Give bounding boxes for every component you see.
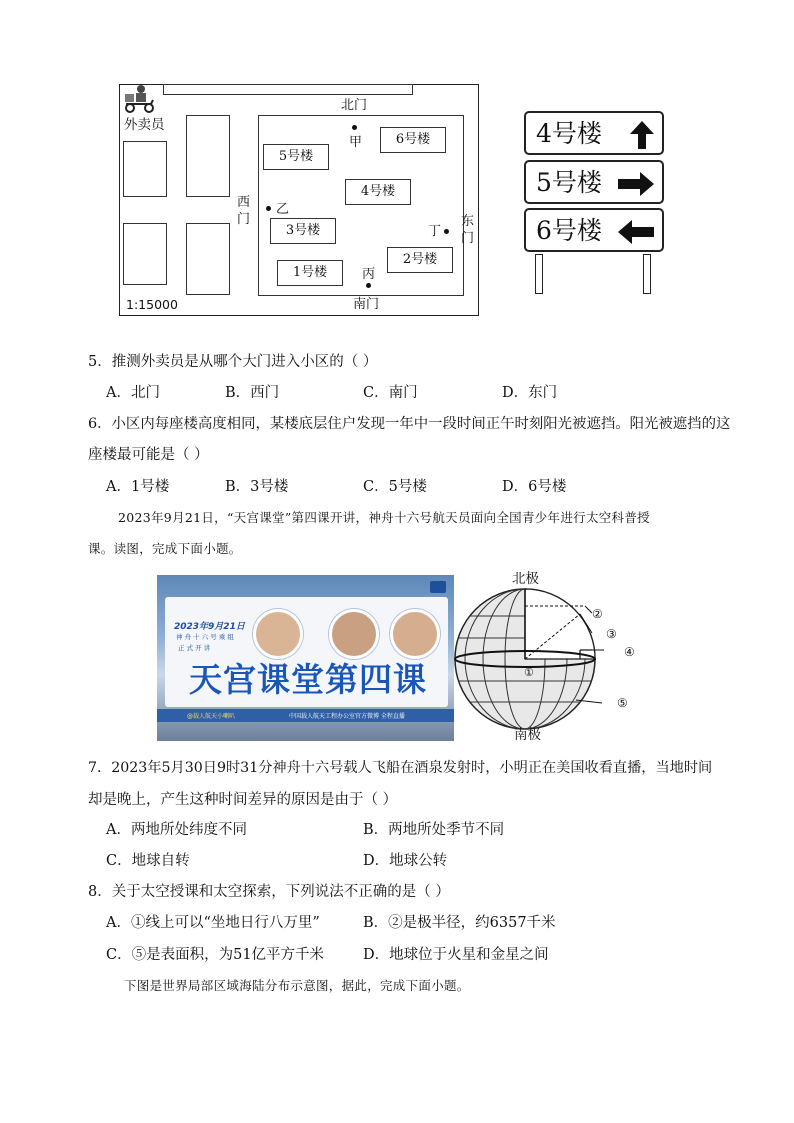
q6-option-b[interactable]: B．3号楼 <box>225 479 289 495</box>
q5-option-a[interactable]: A．北门 <box>106 385 160 401</box>
sign-post-left <box>535 254 543 294</box>
map-scale: 1:15000 <box>126 297 178 312</box>
point-jia <box>352 125 357 130</box>
point-yi-label: 乙 <box>276 202 290 217</box>
sign-label: 6号楼 <box>536 216 602 245</box>
sign-post-right <box>643 254 651 294</box>
q5-option-d[interactable]: D．东门 <box>502 385 558 401</box>
intro-1-line2: 课。读图，完成下面小题。 <box>88 541 242 556</box>
globe-diagram <box>452 586 642 732</box>
sign-label: 5号楼 <box>536 168 602 197</box>
poster-sub1: 神 舟 十 六 号 乘 组 <box>176 633 234 641</box>
intro-1-line1: 2023年9月21日，“天宫课堂”第四课开讲，神舟十六号航天员面向全国青少年进行太空科普授 <box>118 510 650 525</box>
astronaut-2 <box>329 609 379 659</box>
building-3: 3号楼 <box>270 218 336 244</box>
point-ding-label: 丁 <box>428 224 442 239</box>
intro-2: 下图是世界局部区域海陆分布示意图，据此，完成下面小题。 <box>124 978 470 993</box>
point-bing-label: 丙 <box>362 267 376 282</box>
q8-option-c[interactable]: C．⑤是表面积，为51亿平方千米 <box>106 947 325 963</box>
west-gate-label: 西门 <box>237 195 251 227</box>
arrow-right-icon <box>618 172 654 196</box>
point-yi <box>266 206 271 211</box>
q5-option-c[interactable]: C．南门 <box>363 385 418 401</box>
top-strip <box>163 84 413 95</box>
building-5: 5号楼 <box>263 144 329 170</box>
sign-building-4 <box>524 111 664 155</box>
question-6-stem-line1: 6．小区内每座楼高度相同，某楼底层住户发现一年中一段时间正午时刻阳光被遮挡。阳光被遮挡的这 <box>88 416 731 432</box>
south-gate-label: 南门 <box>353 297 380 312</box>
north-pole-label: 北极 <box>512 571 539 587</box>
question-8-stem: 8．关于太空授课和太空探索，下列说法不正确的是（ ） <box>88 884 450 900</box>
poster-footer-left: @载人航天小喇叭 <box>187 713 236 720</box>
point-bing <box>366 283 371 288</box>
outer-block <box>123 223 167 285</box>
q8-option-b[interactable]: B．②是极半径，约6357千米 <box>363 915 556 931</box>
outer-block <box>186 223 230 295</box>
q5-option-b[interactable]: B．西门 <box>225 385 280 401</box>
astronaut-1 <box>253 609 303 659</box>
q7-option-b[interactable]: B．两地所处季节不同 <box>363 822 505 838</box>
sign-label: 4号楼 <box>536 119 602 148</box>
question-5-stem: 5．推测外卖员是从哪个大门进入小区的（ ） <box>88 354 378 370</box>
east-gate-label: 东门 <box>461 214 475 246</box>
question-6-stem-line2: 座楼最可能是（ ） <box>88 447 209 463</box>
question-7-stem-line1: 7．2023年5月30日9时31分神舟十六号载人飞船在酒泉发射时，小明正在美国收看直播，当地时间 <box>88 760 713 776</box>
building-6: 6号楼 <box>380 127 446 153</box>
arrow-left-icon <box>618 220 654 244</box>
q7-option-d[interactable]: D．地球公转 <box>363 853 448 869</box>
q7-option-c[interactable]: C．地球自转 <box>106 853 190 869</box>
building-1: 1号楼 <box>277 260 343 286</box>
building-2: 2号楼 <box>387 247 453 273</box>
poster-date: 2023年9月21日 <box>174 622 245 632</box>
marker-3: ③ <box>606 627 617 641</box>
astronaut-3 <box>390 609 440 659</box>
q8-option-d[interactable]: D．地球位于火星和金星之间 <box>363 947 549 963</box>
outer-block <box>123 141 167 197</box>
q7-option-a[interactable]: A．两地所处纬度不同 <box>106 822 247 838</box>
q6-option-c[interactable]: C．5号楼 <box>363 479 427 495</box>
marker-2: ② <box>592 607 603 621</box>
tiangong-poster <box>157 575 454 741</box>
building-4: 4号楼 <box>345 179 411 205</box>
point-jia-label: 甲 <box>349 135 363 150</box>
outer-block <box>186 115 230 197</box>
north-gate-label: 北门 <box>341 98 368 113</box>
marker-4: ④ <box>624 645 635 659</box>
arrow-up-icon <box>630 121 654 149</box>
point-ding <box>444 229 449 234</box>
q8-option-a[interactable]: A．①线上可以“坐地日行八万里” <box>106 915 320 931</box>
q6-option-d[interactable]: D．6号楼 <box>502 479 567 495</box>
poster-title: 天宫课堂第四课 <box>189 660 427 699</box>
marker-5: ⑤ <box>617 696 628 710</box>
q6-option-a[interactable]: A．1号楼 <box>106 479 170 495</box>
poster-sub2: 正 式 开 讲 <box>178 644 211 652</box>
sign-building-6 <box>524 208 664 252</box>
south-pole-label: 南极 <box>514 727 541 743</box>
sign-building-5 <box>524 160 664 204</box>
poster-footer-right: 中国载人航天工程办公室官方微博 全程直播 <box>289 713 405 720</box>
poster-logo <box>430 581 446 593</box>
marker-1: ① <box>524 666 534 679</box>
scooter-rider-icon <box>123 84 157 114</box>
deliveryman-label: 外卖员 <box>124 117 165 133</box>
question-7-stem-line2: 却是晚上，产生这种时间差异的原因是由于（ ） <box>88 792 398 808</box>
